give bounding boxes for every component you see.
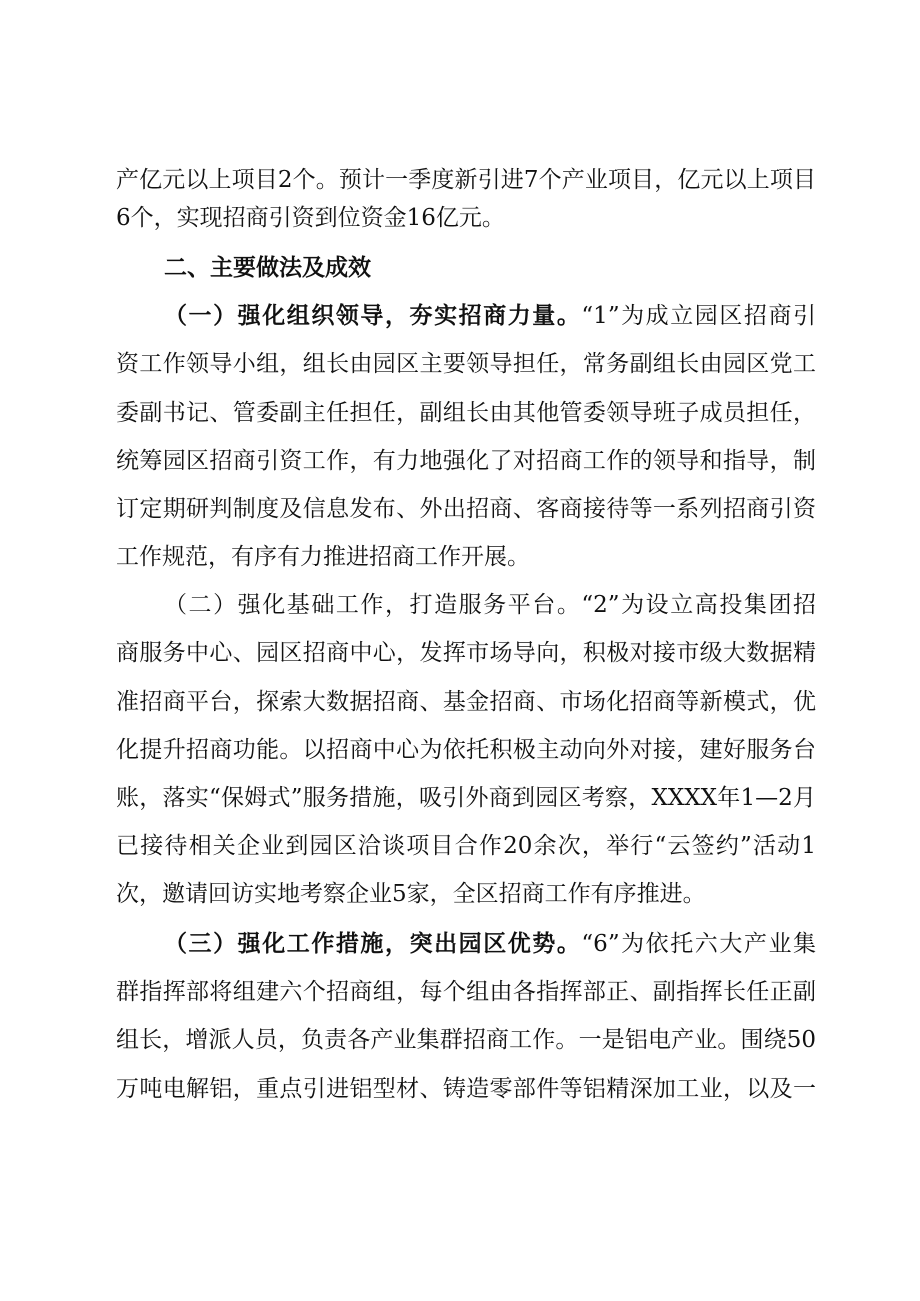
section-3-lead: （三）强化工作措施，突出园区优势。 [164, 930, 582, 957]
section-3-line1-rest: “6”为依托六大产业集 [581, 931, 817, 957]
section-2-first-line: （二）强化基础工作，打造服务平台。“2”为设立高投集团招 [164, 592, 816, 618]
section-1-line-6: 工作规范，有序有力推进招商工作开展。 [116, 544, 530, 570]
section-2-line-3: 准招商平台，探索大数据招商、基金招商、市场化招商等新模式，优 [116, 689, 816, 715]
intro-line-1: 产亿元以上项目2个。预计一季度新引进7个产业项目，亿元以上项目 [116, 167, 816, 193]
section-1-line-5: 订定期研判制度及信息发布、外出招商、客商接待等一系列招商引资 [116, 496, 816, 522]
section-2-line-6: 已接待相关企业到园区洽谈项目合作20余次，举行“云签约”活动1 [116, 833, 816, 859]
section-1-line1-rest: “1”为成立园区招商引 [581, 303, 817, 329]
section-3-line-2: 群指挥部将组建六个招商组，每个组由各指挥部正、副指挥长任正副 [116, 979, 816, 1005]
section-3-first-line [164, 924, 816, 964]
section-3-line-3: 组长，增派人员，负责各产业集群招商工作。一是铝电产业。围绕50 [116, 1027, 816, 1053]
section-1-line-4: 统筹园区招商引资工作，有力地强化了对招商工作的领导和指导，制 [116, 448, 816, 474]
section-2-line-5: 账，落实“保姆式”服务措施，吸引外商到园区考察，XXXX年1—2月 [116, 785, 816, 811]
section-1-first-line [164, 296, 816, 336]
intro-line-2: 6个，实现招商引资到位资金16亿元。 [116, 205, 505, 231]
section-heading: 二、主要做法及成效 [164, 255, 371, 281]
section-1-line-2: 资工作领导小组，组长由园区主要领导担任，常务副组长由园区党工 [116, 351, 816, 377]
section-2-line-4: 化提升招商功能。以招商中心为依托积极主动向外对接，建好服务台 [116, 737, 816, 763]
section-2-line-7: 次，邀请回访实地考察企业5家，全区招商工作有序推进。 [116, 881, 706, 907]
section-1-line-3: 委副书记、管委副主任担任，副组长由其他管委领导班子成员担任， [116, 400, 816, 426]
section-2-line-2: 商服务中心、园区招商中心，发挥市场导向，积极对接市级大数据精 [116, 640, 816, 666]
section-3-line-4: 万吨电解铝，重点引进铝型材、铸造零部件等铝精深加工业，以及一 [116, 1076, 816, 1102]
section-1-lead: （一）强化组织领导，夯实招商力量。 [164, 302, 582, 329]
